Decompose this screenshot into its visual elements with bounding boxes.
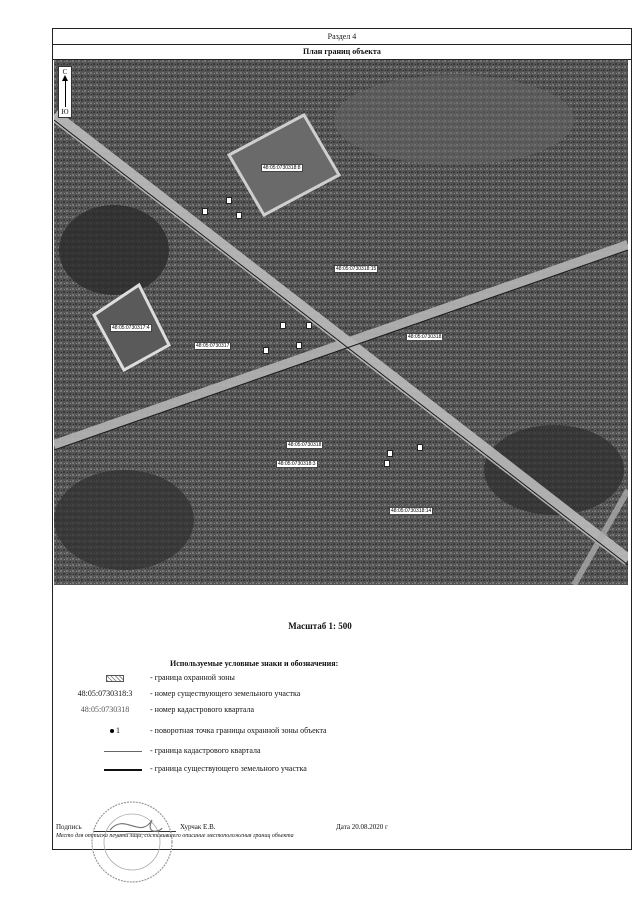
legend-item: 48:05:0730318:3 - номер существующего земельного участка	[56, 689, 616, 701]
protection-zone-hatch-icon	[84, 673, 146, 682]
turning-point-marker[interactable]	[384, 460, 390, 467]
parcel-label: 48:05:0730318:15	[336, 266, 377, 272]
parcel-number-sample: 48:05:0730318:3	[77, 689, 133, 698]
north-arrow-icon	[65, 77, 66, 107]
legend-item: - граница кадастрового квартала	[56, 746, 616, 758]
tree-cluster	[54, 470, 194, 570]
quarter-label: 48:05:0730318	[408, 334, 442, 340]
map-imagery	[54, 60, 628, 585]
tree-cluster	[59, 205, 169, 295]
plan-title: План границ объекта	[53, 44, 631, 60]
stamp-seal-icon	[90, 800, 174, 884]
turning-point-marker[interactable]	[417, 444, 423, 451]
parcel-label: 48:05:0730318:3	[278, 461, 316, 467]
quarter-label: 48:05:0730318	[288, 442, 322, 448]
legend-title: Используемые условные знаки и обозначения:	[170, 659, 339, 668]
legend-item: 1 - поворотная точка границы охранной зоны объекта	[56, 726, 616, 738]
signature-label: Подпись	[56, 823, 82, 831]
turning-point-marker[interactable]	[296, 342, 302, 349]
parcel-label: 48:05:0730318:8	[263, 165, 301, 171]
south-label: Ю	[61, 108, 69, 116]
turning-point-marker[interactable]	[263, 347, 269, 354]
quarter-label: 48:05:0730317	[196, 343, 230, 349]
map-scale: Масштаб 1: 500	[288, 621, 352, 631]
north-label: С	[62, 68, 68, 76]
legend-item: - граница охранной зоны	[56, 673, 616, 685]
quarter-number-sample: 48:05:0730318	[80, 705, 130, 714]
north-arrow	[58, 66, 72, 118]
section-title: Раздел 4	[53, 29, 631, 45]
aerial-map[interactable]	[54, 60, 628, 585]
stamp-note: Место для оттиска печати лица, составившего описание местоположения границ объекта	[56, 833, 294, 839]
turning-point-marker[interactable]	[202, 208, 208, 215]
parcel-label: 48:05:0730318:14	[391, 508, 432, 514]
turning-point-marker[interactable]	[387, 450, 393, 457]
legend-item: 48:05:0730318 - номер кадастрового квартала	[56, 705, 616, 717]
turning-point-marker[interactable]	[306, 322, 312, 329]
turning-point-icon: 1	[84, 726, 146, 735]
signer-name: Хурчак Е.В.	[180, 823, 216, 831]
legend-item: - граница существующего земельного участка	[56, 764, 616, 776]
parcel-label: 48:05:0730317:4	[112, 325, 150, 331]
signature-date: Дата 20.08.2020 г	[336, 823, 388, 831]
turning-point-marker[interactable]	[236, 212, 242, 219]
turning-point-marker[interactable]	[280, 322, 286, 329]
field-patch	[334, 75, 574, 165]
turning-point-marker[interactable]	[226, 197, 232, 204]
